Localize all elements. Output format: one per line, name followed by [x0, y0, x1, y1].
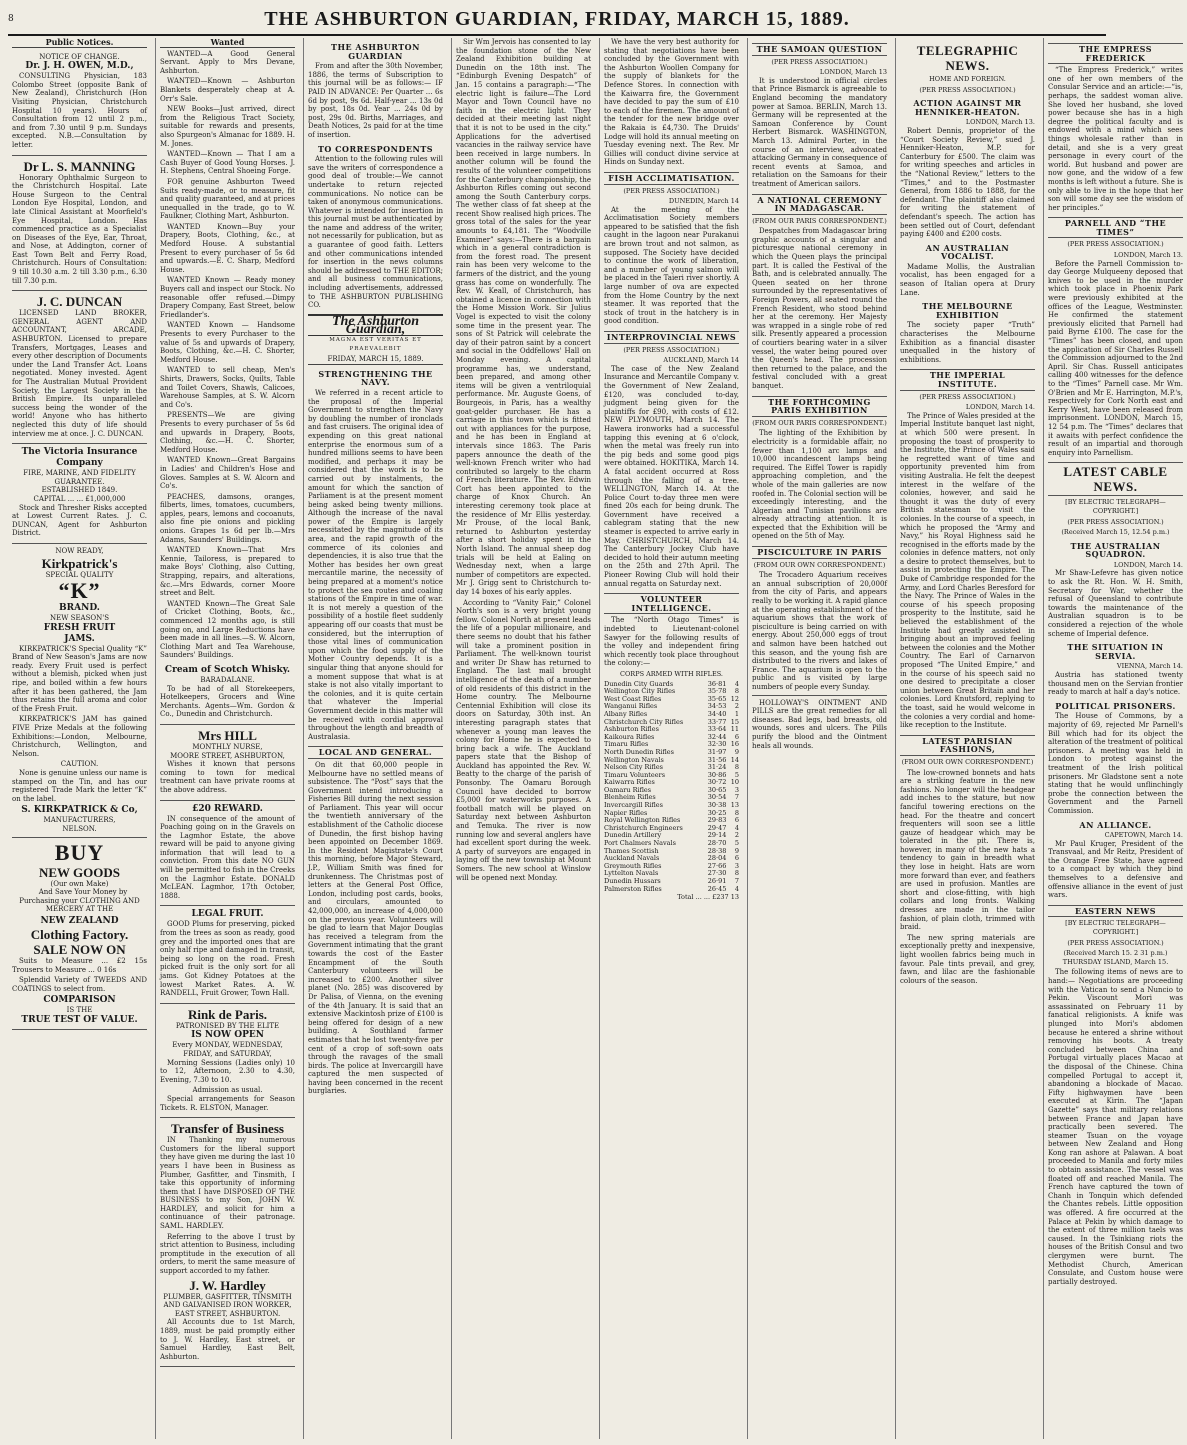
corps-position: 9: [734, 747, 739, 756]
transfer-title: Transfer of Business: [171, 1121, 284, 1137]
victoria-sub: FIRE, MARINE, AND FIDELITY GUARANTEE.: [23, 469, 136, 486]
wanted-ad: WANTED Known—Buy your Drapery, Boots, Clothing, &c., at Medford House. A substantial Present to every purchaser of 5s 6d and upwards.—E. C. Sharp, Medford House.: [160, 222, 295, 274]
corps-name: Kaiwarra Rifles: [604, 778, 655, 787]
owen-name: Dr. J. H. OWEN, M.D.,: [25, 61, 134, 72]
servia-heading: THE SITUATION IN SERVIA.: [1067, 642, 1164, 661]
telegraphic-sub: HOME AND FOREIGN.: [929, 75, 1006, 83]
nurse-body: Wishes it known that persons coming to town for medical treatment can have private rooms at the above address.: [160, 760, 295, 794]
nurse-address: MOORE STREET, ASHBURTON,: [170, 751, 285, 760]
eastern-sub: [BY ELECTRIC TELEGRAPH—COPYRIGHT.]: [1065, 919, 1166, 937]
wanted-ad: WANTED to sell cheap, Men's Shirts, Drawers, Socks, Quilts, Table and Toilet Covers, Shawls, Calicoes, Warehouse Samples, at S. W. Alcorn and Co's.: [160, 366, 295, 409]
corps-average: 34·53: [707, 702, 727, 711]
wanted-ad: WANTED Known—The Great Sale of Cricket Clothing, Boots, &c., commenced 12 months ago, is still going on, and Large Reductions have been made in all lines.—S. W. Alcorn, Clothing Mart and Tea Warehouse, Saunders' Buildings.: [160, 599, 295, 660]
corps-average: 29·14: [707, 831, 727, 840]
corps-position: 8: [734, 763, 739, 772]
duncan-notice: [12, 291, 147, 444]
corps-name: Timaru Volunteers: [604, 770, 666, 779]
local-heading: LOCAL AND GENERAL.: [308, 746, 443, 759]
true-test-label: TRUE TEST OF VALUE.: [21, 1014, 138, 1025]
now-ready: NOW READY,: [55, 546, 104, 555]
corps-name: Albany Rifles: [604, 709, 648, 718]
wanted-ad: WANTED Known — Ready money Buyers call and inspect our Stock. No reasonable offer refused.—Dimpy Drapery Company, East Street, below Friedlander's.: [160, 276, 295, 319]
corps-average: 26·45: [707, 884, 727, 893]
volunteer-intro: The “North Otago Times” is indebted to Lieutenant-colonel Sawyer for the following results of the volley and independent firing which recently took place throughout the colony:—: [604, 616, 739, 668]
fashions-body-2: The new spring materials are exceptionally pretty and inexpensive, light woollen fabrics being much in favour. Pale tints prevail, and grey, fawn, and lilac are the fashionable colours of the season.: [900, 933, 1035, 985]
fashions-body: The low-crowned bonnets and hats are a striking feature in the new fashions. No longer will the headgear add inches to the stature, but now fanciful towering erections on the head. For the theatre and concert frequenters will soon see a little gauze of headgear which may be tolerated in the pit. There is, however, in many of the new hats a tendency to gain in breadth what they lose in height. Hats are worn more forward than ever, and feathers are used in profusion. Mantles are short and close-fitting, with high collars and long fronts. Walking dresses are made in the tailor fashion, of plain cloth, trimmed with braid.: [900, 768, 1035, 932]
corps-position: 4: [734, 679, 739, 688]
servia-body: Austria has stationed twenty thousand men on the Servian frontier ready to march at half a day's notice.: [1048, 671, 1183, 697]
corps-position: 16: [730, 740, 739, 749]
vocalist-heading: AN AUSTRALIAN VOCALIST.: [925, 242, 1010, 262]
column-editorial: [303, 38, 447, 1439]
sale-items: Suits to Measure ... £2 15s Trousers to Measure ... 0 16s: [12, 956, 147, 974]
wanted-ad: WANTED Known — Handsome Presents to every Purchaser to the value of 5s and upwards of Drapery, Boots, Clothing, &c.—H. C. Shorter, Medford House.: [160, 321, 295, 364]
servia-dateline: VIENNA, March 14.: [1116, 662, 1183, 671]
rink-ad: [160, 1004, 295, 1118]
telegraphic-heading: TELEGRAPHIC NEWS.: [916, 43, 1019, 73]
interprovincial-heading: INTERPROVINCIAL NEWS: [604, 331, 739, 344]
melbourne-body: The society paper “Truth” characterises the Melbourne Exhibition as a financial disaster unequalled in the history of exhibitions.: [900, 321, 1035, 364]
corps-average: 28·70: [707, 839, 727, 848]
fish-heading: FISH ACCLIMATISATION.: [604, 172, 739, 185]
kirkpatrick-name: Kirkpatrick's: [41, 555, 118, 571]
terms-body: From and after the 30th November, 1886, the terms of Subscription to this journal will be as follows:— IF PAID IN ADVANCE: Per Quarter ... 6s 6d by post, 9s 6d. Half-year ... 13s 0d by post, 18s 0d. Year ... 24s 0d by post, 29s 0d. Births, Marriages, and Death Notices, 2s paid for at the time of insertion.: [308, 62, 443, 139]
victoria-body: Stock and Thresher Risks accepted at Lowest Current Rates. J. C. DUNCAN, Agent for Ashburton District.: [12, 503, 147, 538]
wanted-ad: WANTED—Known — Ashburton Blankets desperately cheap at A. Orr's Sale.: [160, 77, 295, 103]
wanted-ad: WANTED Known—Great Bargains in Ladies' and Children's Hose and Gloves. Samples at S. W. Alcorn and Co's.: [160, 456, 295, 491]
cable-source: (PER PRESS ASSOCIATION.): [1067, 517, 1164, 526]
clothing-factory-ad: [12, 838, 147, 1030]
interprovincial-source: (PER PRESS ASSOCIATION.): [623, 345, 720, 354]
clothing-factory-label: Clothing Factory.: [30, 926, 129, 942]
madagascar-heading: A NATIONAL CEREMONY IN MADAGASCAR.: [752, 194, 887, 215]
fish-body: At the meeting of the Acclimatisation Society members appeared to be satisfied that the fish caught in the lagoon near Purakanui are brown trout and not salmon, as supposed. The Society have decided to continue the work of liberation, and a number of young salmon will be placed in the Taieri river shortly. A large number of ova are expected from the Home Country by the next steamer. It was reported that the stock of trout in the hatchery is in good condition.: [604, 205, 739, 326]
squadron-body: Mr Shaw-Lefevre has given notice to ask the Rt. Hon. W. H. Smith, Secretary for War, whether the refusal of Queensland to contribute towards the maintenance of the Australian squadron is to be considered a rejection of the whole scheme of Imperial defence.: [1048, 569, 1183, 638]
corps-name: Dunedin City Guards: [604, 679, 674, 688]
corps-average: 30·54: [707, 793, 727, 802]
imperial-source: (PER PRESS ASSOCIATION.): [919, 392, 1016, 401]
rink-special: Special arrangements for Season Tickets. R. ELSTON, Manager.: [160, 1094, 295, 1112]
corps-name: Kaikoura Rifles: [604, 732, 655, 741]
corps-name: Christchurch City Rifles: [604, 717, 684, 726]
masthead: [8, 4, 1106, 36]
corps-name: Wellington City Rifles: [604, 687, 676, 696]
volunteer-heading: VOLUNTEER INTELLIGENCE.: [604, 593, 739, 614]
maker-town: NELSON.: [62, 824, 97, 833]
action-body: Robert Dennis, proprietor of the “Court Society Review,” sued J. Henniker-Heaton, M.P. for Canterbury for £500. The claim was for writing speeches and articles in the “National Review,” letters to the “Times,” and to the Postmaster General, from 1886 to 1888, for the defendant. The plaintiff also claimed for writing the statement of defendant's speech. The action has been settled out of Court, defendant paying £400 and £200 costs.: [900, 126, 1035, 239]
corps-average: 32·44: [707, 732, 727, 741]
corps-position: 10: [730, 778, 739, 787]
wanted-ad: PRESENTS—We are giving Presents to every purchaser of 5s 6d and upwards in Drapery, Boots, Clothing, &c.—H. C. Shorter, Medford House.: [160, 411, 295, 454]
parnell-source: (PER PRESS ASSOCIATION.): [1067, 240, 1164, 249]
madagascar-source: (FROM OUR PARIS CORRESPONDENT.): [752, 216, 887, 225]
cable-received: (Received March 15, 12.54 p.m.): [1061, 528, 1170, 537]
wanted-ad: PEACHES, damsons, oranges, filberts, limes, tomatoes, cucumbers, apples, pears, lemons and cocoanuts, also fine pie onions and pickling onions. Grapes 1s 6d per lb.—Mrs Adams, Saunders' Buildings.: [160, 492, 295, 544]
navy-body: We referred in a recent article to the proposal of the Imperial Government to strengthen the Navy by doubling the number of ironclads and fast cruisers. The original idea of expending on this great national enterprise the enormous sum of a hundred millions seems to have been modified, and perhaps it may be considered that the work is to be carried out by instalments, the amount for which the sanction of Parliament is at the present moment being asked being twenty millions. Although the increase of the naval power of the Empire is largely necessitated by the magnitude of its area, and the rapid growth of the commerce of its colonies and dependencies, it is also true that the Mother has besides her own great mercantile marine, the necessity of being prepared at a moment's notice to protect the sea routes and coaling stations of the Empire in time of war. It is not merely a question of the possibility of a hostile fleet suddenly appearing off our coasts that must be considered, but the interruption of those vital lines of communication upon which the food supply of the Mother Country depends. It is a singular thing that anyone should for a moment suppose that what is at stake is not also vitally important to the colonies, and it is quite certain that whatever the Imperial Government decide in this matter will be received with cordial approval throughout the length and breadth of Australasia.: [308, 388, 443, 741]
reward-body: IN consequence of the amount of Poaching going on in the Gravels on the Lagmhor Estate, the above reward will be paid to anyone giving information that will lead to a conviction. From this date NO GUN will be permitted to fish in the Creeks on the Lagmhor Estate. DONALD McLEAN. Lagmhor, 17th October, 1888.: [160, 814, 295, 900]
rink-title: Rink de Paris.: [187, 1006, 268, 1022]
corps-position: 12: [730, 694, 739, 703]
nurse-name: Mrs HILL: [198, 727, 257, 743]
vocalist-body: Madame Mollis, the Australian vocalist, has been engaged for a season of Italian opera at Drury Lane.: [900, 262, 1035, 297]
column-heading: Wanted: [160, 38, 295, 48]
victoria-insurance-ad: [12, 444, 147, 544]
nz-label: NEW ZEALAND: [40, 915, 119, 926]
corps-name: Thames Scottish: [604, 846, 659, 855]
buy-body: And Save Your Money by Purchasing your CLOTHING AND MERCERY AT THE: [19, 888, 140, 914]
caution-body: None is genuine unless our name is stamped on the Tin, and has our registered Trade Mark the letter “K” on the label.: [12, 769, 147, 803]
pisciculture-body: The Trocadero Aquarium receives an annual subscription of 20,000f from the city of Paris, and appears really to be working it. A rapid glance at the operating establishment of the aquarium shows that the work of pisciculture is being carried on with energy. About 250,000 eggs of trout and salmon have been hatched out this season, and the young fish are distributed to the rivers and lakes of France. The aquarium is open to the public and is visited by large numbers of people every Sunday.: [752, 571, 887, 691]
nurse-sub: MONTHLY NURSE,: [192, 742, 263, 751]
eastern-heading: EASTERN NEWS: [1048, 905, 1183, 918]
corps-position: 7: [734, 877, 739, 885]
rink-open: IS NOW OPEN: [191, 1030, 264, 1041]
victoria-name: The Victoria Insurance Company: [21, 447, 138, 469]
melbourne-heading: THE MELBOURNE EXHIBITION: [922, 301, 1013, 320]
transfer-body: IN Thanking my numerous Customers for the liberal support they have given me during the last 10 years I have been in Business as Plumber, Gasfitter, and Tinsmith, I take this opportunity of informing them that I have DISPOSED OF THE BUSINESS to my Son, JOHN W. HARDLEY, and solicit for him a continuance of their patronage. SAML. HARDLEY.: [160, 1136, 295, 1231]
samoan-heading: THE SAMOAN QUESTION: [752, 43, 887, 56]
reward-ad: [160, 801, 295, 907]
eastern-dateline: (Received March 15. 2 31 p.m.) THURSDAY ISLAND, March 15.: [1062, 949, 1169, 966]
column-wanted: [155, 38, 299, 1439]
corps-average: 30·65: [707, 785, 727, 794]
column-public-notices: [8, 38, 151, 1439]
corps-average: 33·77: [707, 717, 727, 726]
volunteer-total: Total ... ... £237 13: [677, 893, 739, 902]
news-body: We have the very best authority for stating that negotiations have been concluded by the Government with the Ashburton Woollen Company for the supply of blankets for the Defence Stores. In connection with the Kaiwarra fire, the Government have decided to pay the sum of £10 to each of the firemen. The amount of the tender for the new bridge over the Rakaia is £4,730. The Druids' Lodge will hold its annual meeting on Tuesday evening next. The Rev. Mr Gillies will conduct divine service at Hinds on Sunday next.: [604, 38, 739, 167]
corps-average: 27·66: [707, 861, 727, 870]
column-local-news: [451, 38, 595, 1439]
whisky-body: To be had of all Storekeepers, Hotelkeepers, Grocers and Wine Merchants. Agents—Wm. Gordon & Co., Dunedin and Christchurch.: [160, 684, 295, 719]
corps-name: Lyttelton Navals: [604, 869, 659, 878]
alliance-body: Mr Paul Kruger, President of the Transvaal, and Mr Reitz, President of the Orange Free State, have agreed to a compact by which they bind themselves to a defensive and offensive alliance in the event of just wars.: [1048, 839, 1183, 900]
imperial-heading: THE IMPERIAL INSTITUTE.: [900, 369, 1035, 390]
kirkpatrick-brand: BRAND.: [59, 603, 100, 614]
corps-position: 9: [734, 846, 739, 855]
wanted-ad: WANTED Known—That Mrs Kennie, Tailoress, is prepared to make Boys' Clothing, also Cutting, Strapping, repairs, and alterations, &c.—Mrs Edwards, corner Moore street and Belt.: [160, 546, 295, 598]
new-goods-label: NEW GOODS: [38, 864, 121, 880]
corps-position: 14: [730, 755, 739, 764]
corps-average: 33·64: [707, 725, 727, 734]
prisoners-body: The House of Commons, by a majority of 69, rejected Mr Parnell's Bill which had for its object the alteration of the treatment of political prisoners. A meeting was held in London to protest against the treatment of the Irish political prisoners. Mr Gladstone sent a note stating that he would unflinchingly probe the connection between the Government and the Parnell Commission.: [1048, 712, 1183, 815]
duncan-name: J. C. DUNCAN: [36, 294, 123, 310]
whisky-brand: BARADALANE.: [200, 675, 255, 684]
kirkpatrick-body: KIRKPATRICK'S Special Quality “K” Brand of New Season's Jams are now ready. Every Fruit used is perfect without a blemish, picked when just ripe, and boiled within a few hours after it has been gathered, the Jam thus retains the full aroma and color of the Fresh Fruit.: [12, 644, 147, 713]
corps-position: 11: [730, 725, 739, 734]
hardley-accounts: All Accounts due to 1st March, 1889, must be paid promptly either to J. W. Hardley, East street, or Samuel Hardley, East Belt, Ashburton.: [160, 1318, 295, 1361]
owen-notice: [12, 50, 147, 156]
divider: [752, 695, 887, 696]
fish-dateline: DUNEDIN, March 14: [668, 197, 739, 206]
corps-name: Timaru Rifles: [604, 740, 649, 749]
victoria-capital: CAPITAL ... ... £1,000,000: [33, 494, 126, 503]
fruit-body: GOOD Plums for preserving, picked from the trees as soon as ready, good grey and the imported ones that are only half ripe and damaged in transit, being so long on the road. Fresh picked fruit is the only sort for all jams. Got Kidney Potatoes at the lowest Market Rates. A. W. RANDELL, Fruit Grower, Town Hall.: [160, 920, 295, 998]
fresh-label: FRESH FRUIT: [43, 622, 116, 633]
whisky-title: Cream of Scotch Whisky.: [164, 664, 291, 675]
corps-name: Royal Wellington Rifles: [604, 816, 681, 825]
correspondents-heading: TO CORRESPONDENTS: [317, 143, 434, 154]
corps-average: 31·24: [707, 763, 727, 772]
table-row: [604, 886, 739, 894]
holloway-ad: HOLLOWAY'S OINTMENT AND PILLS are the great remedies for all diseases. Bad legs, bad breasts, old wounds, sores and ulcers. The Pills purify the blood and the Ointment heals all wounds.: [752, 698, 887, 750]
corps-name: Auckland Navals: [604, 854, 660, 863]
fashions-heading: LATEST PARISIAN FASHIONS,: [900, 735, 1035, 756]
maker-name: S. KIRKPATRICK & Co,: [21, 805, 138, 816]
wanted-ad: NEW Books—Just arrived, direct from the Religious Tract Society, suitable for rewards and presents, also Spurgeon's Almanac for 1889. H. M. Jones.: [160, 105, 295, 148]
rink-patron: PATRONISED BY THE ELITE: [175, 1021, 280, 1030]
rink-days: Every MONDAY, WEDNESDAY, FRIDAY, and SATURDAY,: [172, 1041, 283, 1058]
kirkpatrick-k: “K”: [58, 578, 101, 604]
corps-position: 5: [734, 770, 739, 779]
corps-average: 28·04: [707, 854, 727, 863]
corps-average: 28·38: [707, 846, 727, 855]
corps-average: 31·56: [707, 755, 727, 764]
corps-position: 6: [734, 732, 739, 741]
corps-position: 4: [734, 823, 739, 832]
corps-average: 30·72: [707, 778, 727, 787]
corps-name: Dunedin Hussars: [604, 877, 661, 885]
buy-label: BUY: [54, 839, 105, 865]
samoan-dateline: LONDON, March 13: [819, 68, 887, 77]
motto: MAGNA EST VERITAS ET PRAEVALEBIT: [329, 337, 422, 352]
manning-name: Dr L. S. MANNING: [23, 158, 136, 174]
page-number: 8: [8, 14, 14, 24]
sale-label: SALE NOW ON: [33, 941, 126, 957]
corps-average: 32·30: [707, 740, 727, 749]
corps-position: 15: [730, 717, 739, 726]
corps-name: Christchurch Engineers: [604, 823, 683, 832]
telegraphic-source: (PER PRESS ASSOCIATION.): [919, 85, 1016, 94]
corps-position: 3: [734, 785, 739, 794]
victoria-est: ESTABLISHED 1849.: [41, 486, 118, 495]
corps-position: 5: [734, 839, 739, 848]
paris-exhibition-heading: THE FORTHCOMING PARIS EXHIBITION: [752, 396, 887, 417]
corps-position: 6: [734, 816, 739, 825]
corps-position: 6: [734, 854, 739, 863]
columns: [8, 37, 1183, 1439]
corps-average: 26·91: [707, 877, 727, 885]
empress-body: “The Empress Frederick,” writes one of her own members of the Consular Service and an article:—“is, perhaps, the saddest woman alive. She loved her husband, she loved power because she has in a high degree the political faculty and is endowed with a mind which sees things wholesale rather than in detail, and she is a very great personage in every court of the world. But husband and power are now gone, and the widow of a few months is left without a future. She is only able to live in the hope that her son will some day see the wisdom of her principles.”: [1048, 66, 1183, 212]
action-heading: ACTION AGAINST MR HENNIKER-HEATON.: [913, 98, 1022, 117]
hardley-name: J. W. Hardley: [189, 1277, 266, 1293]
wanted-ad: WANTED—Known — That I am a Cash Buyer of Good Young Horses. J. H. Stephens, Central Shoeing Forge.: [160, 150, 295, 176]
corps-average: 36·81: [707, 679, 727, 688]
hardley-address: EAST STREET, ASHBURTON.: [174, 1309, 281, 1318]
issue-date: FRIDAY, MARCH 15, 1889.: [308, 355, 443, 365]
notice-title: NOTICE OF CHANGE.: [39, 52, 120, 61]
corps-name: Blenheim Rifles: [604, 793, 656, 802]
corps-name: Ashburton Rifles: [604, 725, 659, 734]
wanted-ad: FOR genuine Ashburton Tweed Suits ready-made, or to measure, fit and quality guaranteed, and at prices unequalled in the trade, go to W. Faulkner, Clothing Mart, Ashburton.: [160, 177, 295, 221]
manning-notice: [12, 156, 147, 292]
corps-name: Port Chalmers Navals: [604, 839, 676, 848]
corps-name: Invercargill Rifles: [604, 801, 663, 810]
fruit-title: LEGAL FRUIT.: [191, 909, 264, 920]
corps-position: 8: [734, 869, 739, 878]
column-interprovincial: [599, 38, 743, 1439]
comparison-sub: IS THE: [66, 1006, 93, 1015]
samoan-body: It is understood in official circles that Prince Bismarck is agreeable to England becoming the mandatory power at Samoa. BERLIN, March 13. Germany will be represented at the Samoan Conference by Count Herbert Bismarck. WASHINGTON, March 13. Admiral Porter, in the course of an interview, advocated attacking Germany in consequence of recent events at Samoa, and retaliation on the Samoans for their treatment of American sailors.: [752, 76, 887, 188]
corps-position: 3: [734, 861, 739, 870]
cable-heading: LATEST CABLE NEWS.: [1048, 462, 1183, 496]
nameplate: The Ashburton Guardian,: [308, 314, 443, 336]
corps-position: 2: [734, 831, 739, 840]
action-dateline: LONDON, March 13.: [965, 118, 1035, 127]
volunteer-table-heading: CORPS ARMED WITH RIFLES.: [620, 669, 723, 678]
corps-position: 13: [730, 801, 739, 810]
manning-body: Honorary Ophthalmic Surgeon to the Christchurch Hospital. Late House Surgeon to the Central London Eye Hospital, London, and late Clinical Assistant at Moorfield's Eye Hospital, London. Has commenced practice as a Specialist on Diseases of the Eye, Ear, Throat, and Nose, at Addington, corner of East Town Belt and Ferry Road, Christchurch. Hours of Consultation: 9 till 10.30 a.m. 2 till 3.30 p.m., 6.30 till 7.30 p.m.: [12, 173, 147, 285]
corps-name: Wanganui Rifles: [604, 702, 658, 711]
correspondents-body: Attention to the following rules will save the writers of correspondence a good deal of trouble:—We cannot undertake to return rejected communications. No notice can be taken of anonymous communications. Whatever is intended for insertion in this journal must be authenticated by the name and address of the writer, not necessarily for publication, but as a guarantee of good faith. Letters and other communications intended for insertion in the news columns should be addressed to THE EDITOR; and all business communications, including advertisements, addressed to THE ASHBURTON PUBLISHING CO.: [308, 155, 443, 310]
corps-position: 7: [734, 793, 739, 802]
corps-name: Dunedin Artillery: [604, 831, 662, 840]
column-cable: [747, 38, 891, 1439]
imperial-dateline: LONDON, March 14.: [965, 403, 1035, 412]
sale-body: Splendid Variety of TWEEDS AND COATINGS to select from.: [12, 976, 147, 993]
corps-average: 30·25: [707, 808, 727, 817]
nurse-ad: [160, 725, 295, 801]
corps-average: 30·86: [707, 770, 727, 779]
corps-average: 34·40: [707, 709, 727, 718]
empress-heading: THE EMPRESS FREDERICK: [1048, 43, 1183, 64]
local-body: On dit that 60,000 people in Melbourne have no settled means of subsistence. The “Post” says that the Government intend introducing a Fisheries Bill during the next session of Parliament. This year will occur the twentieth anniversary of the establishment of the Catholic diocese of Dunedin, the first bishop having been appointed on December 1869. In the Resident Magistrate's Court this morning, before Major Steward, J.P., William Smith was fined for drunkenness. The Christmas post of letters at the General Post Office, London, including post cards, books, and circulars, amounted to 42,000,000, an increase of 4,000,000 on the previous year. Volunteers will be glad to learn that Major Douglas has received a telegram from the Government intimating that the grant towards the cost of the Easter Encampment of the South Canterbury volunteers will be increased to £200. Another silver planet (No. 285) was discovered by Dr Palisa, of Vienna, on the evening of the 4th January. It is said that an extensive Mackintosh prize of £100 is being offered for design of a new building. A Southland farmer estimates that he lost twenty-five per cent of a crop of soft-sown oats through the ravages of the small birds. The police at Invercargill have captured the men suspected of having been concerned in the recent burglaries.: [308, 760, 443, 1096]
caution-title: CAUTION.: [60, 760, 99, 769]
corps-name: Nelson City Rifles: [604, 763, 664, 772]
whisky-ad: [160, 662, 295, 725]
squadron-dateline: LONDON, March 14.: [1113, 560, 1183, 569]
column-latest-cable: [1043, 38, 1187, 1439]
corps-average: 35·78: [707, 687, 727, 696]
interprovincial-body: The case of the New Zealand Insurance and Mercantile Company v. the Government of New Zealand, £120, was concluded to-day, judgment being given for the plaintiffs for £90, with costs of £12. NEW PLYMOUTH, March 14. The Hawera ironworks had a successful tapping this evening at 6 o'clock, when the metal was freely run into the pig beds and some good pigs were obtained. HOKITIKA, March 14. A fatal accident occurred at Ross through the falling of a tree. WELLINGTON, March 14. At the Police Court to-day three men were fined 20s each for being drunk. The Government have received a cablegram stating that the new steamer is expected to arrive early in May. CHRISTCHURCH, March 14. The Canterbury Jockey Club have decided to hold their autumn meeting on the 25th and 27th April. The Pioneer Rowing Club will hold their annual regatta on Saturday next.: [604, 364, 739, 588]
fashions-source: (FROM OUR OWN CORRESPONDENT.): [901, 757, 1034, 766]
navy-heading: STRENGTHENING THE NAVY.: [318, 368, 433, 388]
volunteer-table: [604, 681, 739, 894]
prisoners-heading: POLITICAL PRISONERS.: [1055, 700, 1176, 711]
madagascar-body: Despatches from Madagascar bring graphic accounts of a singular and picturesque national ceremony in which the Queen plays the principal part. It is called the Festival of the Bath, and is celebrated annually. The Queen seated on her throne surrounded by the representatives of Foreign Powers, all seated round the French Resident, who stood behind her at the ceremony. Her Majesty was wrapped in a single robe of red silk. Presently appeared a procession of courtiers bearing water in a silver vessel, the water being poured over the Queen's head. The procession then returned to the palace, and the festival concluded with a great banquet.: [752, 227, 887, 390]
fish-source: (PER PRESS ASSOCIATION.): [623, 186, 720, 195]
corps-name: Napier Rifles: [604, 808, 648, 817]
corps-position: 8: [734, 808, 739, 817]
news-body: Sir Wm Jervois has consented to lay the foundation stone of the New Zealand Exhibition building at Dunedin on the 18th inst. The “Edinburgh Evening Despatch” of Jan. 15 contains a paragraph:—“The electric light is failure—The Lord Mayor and Town Council have no faith in the electric light. They decided at their meeting last night that it is not to be used in the city.” Applications for the advertised vacancies in the railway service have been received in large numbers. In another column will be found the results of the volunteer competitions for the Canterbury championship, the Ashburton Rifles coming out second among the South Canterbury corps. The wether class of fat sheep at the recent Show realised high prices. The gross total of the sales for the year amounts to £4,181. The “Woodville Examiner” says:—There is a bargain which in a general contradiction is from the forest road. The present rain has been very welcome to the farmers of the district, and the young grass has come on wonderfully. The Rev. W. Keall, of Christchurch, has obtained a licence in connection with the Home Mission Work. Sir Julius Vogel is expected to visit the colony some time in the present year. The sons of St Patrick will celebrate the day of their patron saint by a concert and social in the Oddfellows' Hall on Monday evening. A capital programme has, we understand, been prepared, and among other items will be given a ventriloquial performance. Mr. Auguste Goens, of Bourgeois, in Paris, has a wealthy goat-gelder purchaser. He has a carriage in this town which is fitted out with appliances for the purpose, and he has been in England at intervals since 1863. The Paris papers announce the death of the well-known French writer who had contributed so largely to the charm of French literature. The Rev. Edwin Cort has been appointed to the charge of Knox Church. An interesting ceremony took place at the residence of Mr Ellis yesterday. Mr Prouse, of the local Bank, returned to Ashburton yesterday after a short holiday spent in the North Island. The annual sheep dog trials will be held at Ealing on Wednesday next, when a large number of competitors are expected. Mr J. Grigg sent to Christchurch to-day 14 boxes of his early apples.: [456, 38, 591, 596]
season-label: NEW SEASON'S: [50, 614, 109, 623]
alliance-dateline: CAPETOWN, March 14.: [1104, 831, 1183, 840]
wanted-ad: WANTED—A Good General Servant. Apply to Mrs Devane, Ashburton.: [160, 49, 295, 75]
kirkpatrick-ad: [12, 544, 147, 838]
rink-admission: Admission as usual.: [192, 1086, 263, 1095]
imperial-body: The Prince of Wales presided at the Imperial Institute banquet last night, at which 500 were present. In proposing the toast of prosperity to the Institute, the Prince of Wales said he regretted want of time and opportunity prevented him from visiting Australia. He felt the deepest interest in the welfare of the colonies, however, and said he thought it was the duty of every British statesman to visit the colonies. In the course of a speech, in which he proposed the “Army and Navy,” his Royal Highness said he recognised in the efforts made by the colonies in defence matters, not only a desire to protect themselves, but to assist in protecting the Empire. The Duke of Cambridge responded for the Army, and Lord Charles Beresford for the Navy. The Prince of Wales in the course of his speech proposing prosperity to the Institute, said he believed the establishment of the Institute had greatly assisted in bringing about an improved feeling between the colonies and the Mother Country. The Earl of Carnarvon proposed “The United Empire,” and in the course of his speech said no one desired to precipitate a closer union between Great Britain and her colonies. Lord Knutsford, replying to the toast, said he would welcome in the colonies a very cordial and home-like reception to the Institute.: [900, 411, 1035, 730]
corps-average: 29·83: [707, 816, 727, 825]
corps-average: 31·97: [707, 747, 727, 756]
squadron-heading: THE AUSTRALIAN SQUADRON.: [1070, 540, 1161, 560]
column-heading: Public Notices.: [12, 38, 147, 48]
alliance-heading: AN ALLIANCE.: [1079, 819, 1152, 830]
corps-name: West Coast Rifles: [604, 694, 662, 703]
eastern-body: The following items of news are to hand:— Negotiations are proceeding with the Vatican to send a Nuncio to Pekin. Viscount Mori was assassinated on February 11 by fanatical religionists. A knife was plunged into Mori's abdomen because he entered a shrine without removing his boots. A treaty concluded between China and Portugal virtually places Macao at the disposal of the Chinese. China compelled Portugal to accept it, abandoning a blockade of Macao. Fifty highwaymen have been executed at Kirin. The “Japan Gazette” says that military relations between France and Japan have practically been severed. The steamer Tsuan on the voyage between New Zealand and Hong Kong ran ashore at Palawan. A boat proceeded to Manila and forty miles to obtain assistance. The vessel was floated off and reached Manila. The French have captured the town of Chanh in Tonquin which defended the Chantes rebels. Little opposition was offered. A fire occurred at the Palace at Pekin by which damage to the extent of three million taels was caused. In the Tsinkiang riots the houses of the British Consul and two clergymen were burnt. The Methodist Church, American Consulate, and Custom house were partially destroyed.: [1048, 968, 1183, 1286]
corps-position: 1: [734, 709, 739, 718]
parnell-heading: PARNELL AND “THE TIMES”: [1048, 217, 1183, 238]
hardley-intro: Referring to the above I trust by strict attention to Business, including promptitude in the execution of all orders, to merit the same measure of support accorded to my father.: [160, 1232, 295, 1276]
corps-average: 35·65: [707, 694, 727, 703]
reward-title: £20 REWARD.: [192, 803, 263, 814]
samoan-source: (PER PRESS ASSOCIATION.): [771, 57, 868, 66]
rink-sessions: Morning Sessions (Ladies only) 10 to 12, Afternoon, 2.30 to 4.30, Evening, 7.30 to 10.: [160, 1058, 295, 1084]
kirkpatrick-special: SPECIAL QUALITY: [45, 570, 114, 579]
column-telegraphic: [895, 38, 1039, 1439]
hardley-trade: PLUMBER, GASFITTER, TINSMITH AND GALVANISED IRON WORKER,: [163, 1292, 292, 1310]
pisciculture-source: (FROM OUR OWN CORRESPONDENT.): [753, 560, 886, 569]
corps-name: Palmerston Rifles: [604, 884, 662, 893]
jams-label: JAMS.: [64, 633, 95, 644]
terms-heading: THE ASHBURTON GUARDIAN: [331, 42, 420, 61]
kirkpatrick-body-2: KIRKPATRICK'S JAM has gained FIVE Prize Medals at the following Exhibitions:—London, Melbourne, Christchurch, Wellington, and Nelson.: [12, 715, 147, 758]
corps-name: Wellington Navals: [604, 755, 664, 764]
parnell-body: Before the Parnell Commission to-day George Mulqueeny deposed that knives to be used in the murder which took place in Phoenix Park were previously exhibited at the offices of the League, Westminster. He confirmed the statement previously elicited that Parnell had paid Byrne £100. The case for the “Times” has been closed, and upon the application of Sir Charles Russell the Commission adjourned to the 2nd April. Sir Chas. Russell anticipates calling 400 witnesses for the defence to the “Times” Parnell case. Mr Wm. O'Brien and Mr E. Harrington, M.P.'s, respectively for Cork North east and Kerry West, have been released from imprisonment. LONDON, March 15, 12 54 p.m. The “Times” declares that it awaits with perfect confidence the result of an impartial and thorough enquiry into Parnellism.: [1048, 259, 1183, 457]
owen-body: CONSULTING Physician, 183 Colombo Street (opposite Bank of New Zealand), Christchurch (Hon Visiting Physician, Christchurch Hospital 10 years). Hours of Consultation from 12 until 2 p.m., and from 7.30 until 9 p.m. Sundays excepted. N.B.—Consultation by letter.: [12, 72, 147, 149]
transfer-ad: [160, 1118, 295, 1367]
pisciculture-heading: PISCICULTURE IN PARIS: [752, 546, 887, 559]
corps-position: 8: [734, 687, 739, 696]
maker-sub: MANUFACTURERS,: [43, 816, 116, 825]
corps-name: Greymouth Rifles: [604, 861, 662, 870]
duncan-body: LICENSED LAND BROKER, GENERAL AGENT AND ACCOUNTANT, ARCADE, ASHBURTON. Licensed to prepare Transfers, Mortgages, Leases and every other description of Documents under the Land Transfer Act. Loans negotiated. Money invested. Agent for The Australian Mutual Provident Society, the Largest Society in the British Empire. Its unparalleled success being the wonder of the world! Anyone who has hitherto neglected this duty of life should interview me at once. J. C. DUNCAN.: [12, 309, 147, 438]
corps-average: 29·47: [707, 823, 727, 832]
corps-position: 2: [734, 702, 739, 711]
corps-average: 27·30: [707, 869, 727, 878]
cable-sub: [BY ELECTRIC TELEGRAPH—COPYRIGHT.]: [1065, 498, 1166, 515]
parnell-dateline: LONDON, March 13.: [1113, 251, 1183, 260]
interprovincial-dateline: AUCKLAND, March 14: [663, 356, 739, 365]
corps-name: North Dunedin Rifles: [604, 747, 674, 756]
corps-average: 30·38: [707, 801, 727, 810]
newspaper-title: THE ASHBURTON GUARDIAN, FRIDAY, MARCH 15, 1889.: [264, 7, 850, 30]
fruit-ad: [160, 906, 295, 1003]
eastern-source: (PER PRESS ASSOCIATION.): [1067, 938, 1164, 947]
corps-name: Oamaru Rifles: [604, 785, 652, 794]
corps-position: 4: [734, 884, 739, 893]
paris-exhibition-source: (FROM OUR PARIS CORRESPONDENT.): [752, 418, 887, 427]
comparison-label: COMPARISON: [43, 995, 116, 1006]
paris-exhibition-body: The lighting of the Exhibition by electricity is a formidable affair, no fewer than 1,100 arc lamps and 10,000 incandescent lamps being required. The Eiffel Tower is rapidly approaching completion, and the whole of the main galleries are now roofed in. The Colonial section will be exceedingly interesting, and the Algerian and Tunisian pavilions are already attracting attention. It is expected that the Exhibition will be opened on the 5th of May.: [752, 429, 887, 541]
own-make-label: (Our own Make): [50, 879, 109, 888]
news-body-2: According to “Vanity Fair,” Colonel North's son is a very bright young fellow. Colonel North at present leads the life of a popular millionaire, and there seems no doubt that his father will take a prominent position in Parliament. The well-known tourist and writer Dr Shaw has returned to England. The last mail brought intelligence of the death of a number of old residents of this district in the Home country. The Melbourne Centennial Exhibition will close its doors on Saturday, 30th inst. An interesting paragraph states that whenever a young man leaves the colony for Home he is expected to bring back a wife. The Auckland papers state that the Bishop of Auckland has appointed the Rev. W. Beatty to the charge of the parish of Ponsonby. The Oamaru Borough Council have decided to borrow £5,000 for waterworks purposes. A football match will be played on Saturday next between Ashburton and Temuka. The river is now running low and several anglers have had excellent sport during the week. A party of surveyors are engaged in laying off the new township at Mount Somers. The new school at Winslow will be opened next Monday.: [456, 598, 591, 882]
